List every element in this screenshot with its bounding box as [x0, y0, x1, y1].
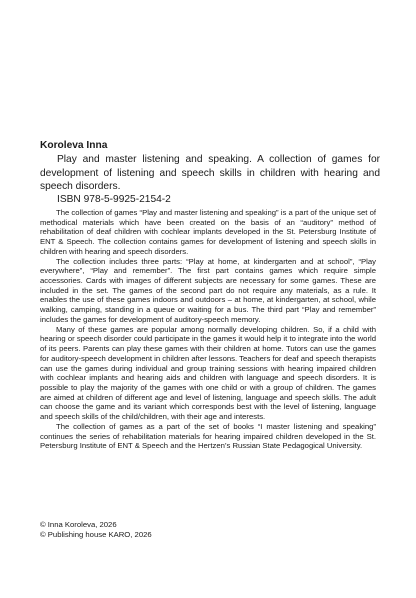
- annotation-paragraph: The collection of games “Play and master listening and speaking” is a part of the unique set of methodical materials which have been created on the basis of an “auditory” method of rehabilitation of deaf children with cochlear implants developed in the St. Petersburg Institute of ENT & Speech. The collection contains games for development of listening and speech skills in children with hearing and speech disorders.: [40, 208, 376, 256]
- isbn-number: ISBN 978-5-9925-2154-2: [57, 194, 171, 205]
- annotation-paragraph: Many of these games are popular among normally developing children. So, if a child with hearing or speech disorder could participate in the games it would help it to integrate into the world of its peers. Parents can play these games with their children at home. Tutors can use the games for auditory-speech development in children after lessons. Teachers for deaf and speech therapists can use the games during individual and group training sessions with hearing impaired children with cochlear implants and hearing aids and children with language and speech disorders. It is possible to play the majority of the games with one child or with a group of children. The games are aimed at children of different age and level of listening, language and speech skills. The adult can choose the game and its variant which corresponds best with the level of listening, language and speech skills of the child/children, with their age and interests.: [40, 324, 376, 422]
- copyright-block: [40, 520, 152, 540]
- annotation-text: [40, 208, 376, 451]
- copyright-publisher: © Publishing house KARO, 2026: [40, 530, 152, 539]
- copyright-author: © Inna Koroleva, 2026: [40, 520, 117, 529]
- book-summary: Play and master listening and speaking. A collection of games for development of listening and speech skills in children with hearing and speech disorders.: [40, 154, 380, 193]
- annotation-paragraph: The collection includes three parts: “Play at home, at kindergarten and at school”, “Play everywhere”, “Play and remember”. The first part contains games which require simple accessories. Cards with images of different subjects are necessary for some games. These are included in the set. The games of the second part do not require any materials, as a rule. It enables the use of these games indoors and outdoors – at home, at kindergarten, at school, while walking, camping, standing in a queue or waiting for a bus. The third part “Play and remember” includes the games for development of auditory-speech memory.: [40, 256, 376, 324]
- annotation-paragraph: The collection of games as a part of the set of books “I master listening and speaking” continues the series of rehabilitation materials for hearing impaired children developed in the St. Petersburg Institute of ENT & Speech and the Hertzen’s Russian State Pedagogical University.: [40, 421, 376, 451]
- author-name: Koroleva Inna: [40, 140, 108, 151]
